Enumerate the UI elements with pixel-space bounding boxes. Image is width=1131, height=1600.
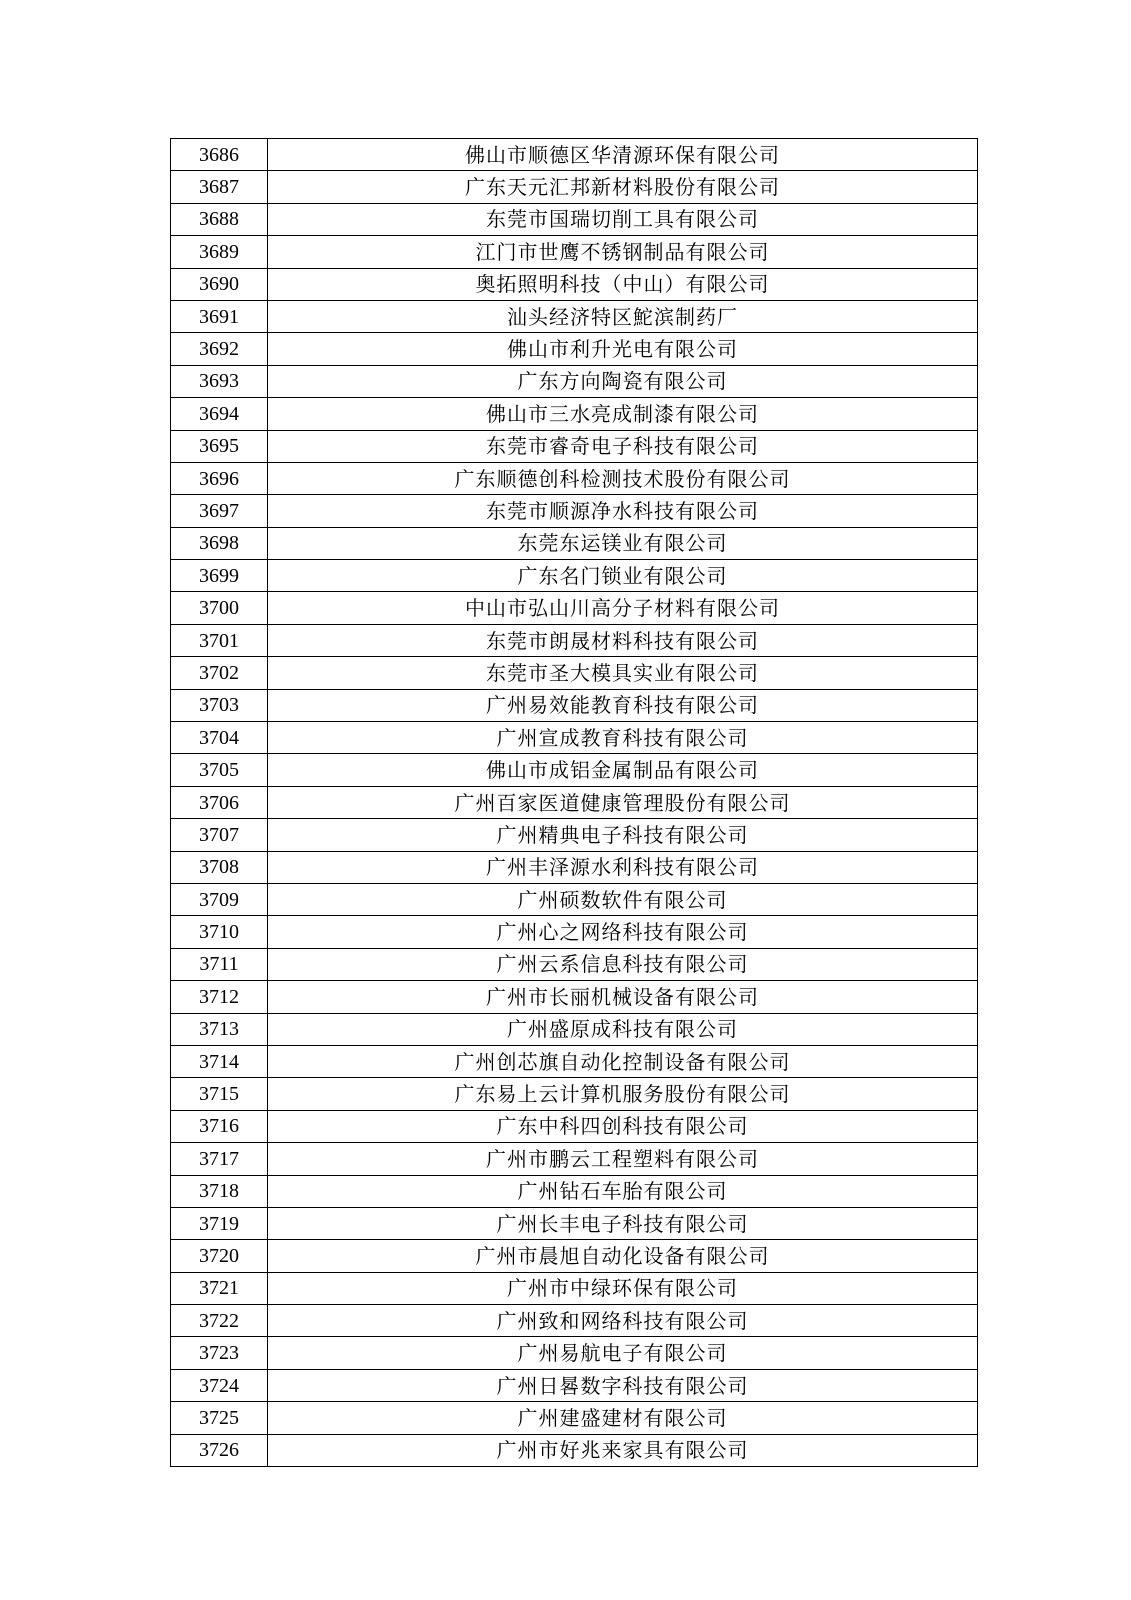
- table-row: [171, 1110, 978, 1142]
- company-name-cell: 广州丰泽源水利科技有限公司: [268, 851, 978, 883]
- company-name-cell: 广东名门锁业有限公司: [268, 560, 978, 592]
- table-row: [171, 624, 978, 656]
- row-number-cell: 3695: [171, 430, 268, 462]
- table-row: [171, 527, 978, 559]
- table-row: [171, 1078, 978, 1110]
- table-row: [171, 657, 978, 689]
- company-name-cell: 广州精典电子科技有限公司: [268, 819, 978, 851]
- row-number-cell: 3702: [171, 657, 268, 689]
- table-row: [171, 268, 978, 300]
- row-number-cell: 3693: [171, 365, 268, 397]
- row-number-cell: 3716: [171, 1110, 268, 1142]
- company-name-cell: 佛山市成铝金属制品有限公司: [268, 754, 978, 786]
- row-number-cell: 3698: [171, 527, 268, 559]
- company-name-cell: 佛山市顺德区华清源环保有限公司: [268, 139, 978, 171]
- table-row: [171, 171, 978, 203]
- table-row: [171, 1045, 978, 1077]
- row-number-cell: 3704: [171, 722, 268, 754]
- row-number-cell: 3699: [171, 560, 268, 592]
- company-name-cell: 佛山市三水亮成制漆有限公司: [268, 398, 978, 430]
- company-name-cell: 东莞市睿奇电子科技有限公司: [268, 430, 978, 462]
- row-number-cell: 3689: [171, 236, 268, 268]
- row-number-cell: 3711: [171, 948, 268, 980]
- row-number-cell: 3706: [171, 786, 268, 818]
- table-row: [171, 236, 978, 268]
- row-number-cell: 3724: [171, 1369, 268, 1401]
- company-name-cell: 东莞市朗晟材料科技有限公司: [268, 624, 978, 656]
- company-name-cell: 广州市长丽机械设备有限公司: [268, 981, 978, 1013]
- company-name-cell: 佛山市利升光电有限公司: [268, 333, 978, 365]
- company-name-cell: 广东顺德创科检测技术股份有限公司: [268, 462, 978, 494]
- company-name-cell: 广州百家医道健康管理股份有限公司: [268, 786, 978, 818]
- row-number-cell: 3688: [171, 203, 268, 235]
- company-name-cell: 广州盛原成科技有限公司: [268, 1013, 978, 1045]
- company-name-cell: 中山市弘山川高分子材料有限公司: [268, 592, 978, 624]
- company-name-cell: 广东方向陶瓷有限公司: [268, 365, 978, 397]
- table-row: [171, 916, 978, 948]
- row-number-cell: 3712: [171, 981, 268, 1013]
- table-row: [171, 1402, 978, 1434]
- company-name-cell: 广州市好兆来家具有限公司: [268, 1434, 978, 1466]
- row-number-cell: 3720: [171, 1240, 268, 1272]
- row-number-cell: 3721: [171, 1272, 268, 1304]
- table-row: [171, 1013, 978, 1045]
- company-name-cell: 广东中科四创科技有限公司: [268, 1110, 978, 1142]
- table-row: [171, 592, 978, 624]
- company-name-cell: 广州钻石车胎有限公司: [268, 1175, 978, 1207]
- table-row: [171, 1305, 978, 1337]
- company-name-cell: 广州易航电子有限公司: [268, 1337, 978, 1369]
- company-name-cell: 广东易上云计算机服务股份有限公司: [268, 1078, 978, 1110]
- row-number-cell: 3719: [171, 1207, 268, 1239]
- row-number-cell: 3714: [171, 1045, 268, 1077]
- company-name-cell: 广州市中绿环保有限公司: [268, 1272, 978, 1304]
- table-row: [171, 1175, 978, 1207]
- table-row: [171, 430, 978, 462]
- row-number-cell: 3690: [171, 268, 268, 300]
- row-number-cell: 3694: [171, 398, 268, 430]
- table-row: [171, 948, 978, 980]
- table-row: [171, 462, 978, 494]
- company-list-body: [171, 139, 978, 1467]
- row-number-cell: 3723: [171, 1337, 268, 1369]
- company-name-cell: 广州创芯旗自动化控制设备有限公司: [268, 1045, 978, 1077]
- row-number-cell: 3726: [171, 1434, 268, 1466]
- row-number-cell: 3697: [171, 495, 268, 527]
- row-number-cell: 3708: [171, 851, 268, 883]
- table-row: [171, 203, 978, 235]
- table-row: [171, 398, 978, 430]
- company-name-cell: 广东天元汇邦新材料股份有限公司: [268, 171, 978, 203]
- table-row: [171, 560, 978, 592]
- row-number-cell: 3687: [171, 171, 268, 203]
- table-row: [171, 883, 978, 915]
- company-name-cell: 广州长丰电子科技有限公司: [268, 1207, 978, 1239]
- company-name-cell: 广州宣成教育科技有限公司: [268, 722, 978, 754]
- company-name-cell: 广州硕数软件有限公司: [268, 883, 978, 915]
- company-name-cell: 汕头经济特区鮀滨制药厂: [268, 300, 978, 332]
- company-list-table: [170, 138, 978, 1467]
- table-row: [171, 495, 978, 527]
- table-row: [171, 819, 978, 851]
- table-row: [171, 1207, 978, 1239]
- row-number-cell: 3700: [171, 592, 268, 624]
- row-number-cell: 3705: [171, 754, 268, 786]
- company-name-cell: 广州心之网络科技有限公司: [268, 916, 978, 948]
- company-name-cell: 东莞市国瑞切削工具有限公司: [268, 203, 978, 235]
- table-row: [171, 981, 978, 1013]
- company-name-cell: 广州市晨旭自动化设备有限公司: [268, 1240, 978, 1272]
- row-number-cell: 3686: [171, 139, 268, 171]
- table-row: [171, 689, 978, 721]
- company-name-cell: 广州市鹏云工程塑料有限公司: [268, 1143, 978, 1175]
- table-row: [171, 851, 978, 883]
- table-row: [171, 754, 978, 786]
- table-row: [171, 722, 978, 754]
- company-name-cell: 广州云系信息科技有限公司: [268, 948, 978, 980]
- company-name-cell: 广州建盛建材有限公司: [268, 1402, 978, 1434]
- company-name-cell: 江门市世鹰不锈钢制品有限公司: [268, 236, 978, 268]
- company-name-cell: 奥拓照明科技（中山）有限公司: [268, 268, 978, 300]
- row-number-cell: 3717: [171, 1143, 268, 1175]
- row-number-cell: 3692: [171, 333, 268, 365]
- table-row: [171, 300, 978, 332]
- row-number-cell: 3701: [171, 624, 268, 656]
- table-row: [171, 1337, 978, 1369]
- table-row: [171, 333, 978, 365]
- row-number-cell: 3710: [171, 916, 268, 948]
- table-row: [171, 1434, 978, 1466]
- company-name-cell: 东莞市顺源净水科技有限公司: [268, 495, 978, 527]
- table-row: [171, 1143, 978, 1175]
- row-number-cell: 3696: [171, 462, 268, 494]
- table-row: [171, 139, 978, 171]
- table-row: [171, 365, 978, 397]
- row-number-cell: 3715: [171, 1078, 268, 1110]
- row-number-cell: 3707: [171, 819, 268, 851]
- table-row: [171, 1369, 978, 1401]
- row-number-cell: 3703: [171, 689, 268, 721]
- table-row: [171, 786, 978, 818]
- row-number-cell: 3709: [171, 883, 268, 915]
- company-name-cell: 广州易效能教育科技有限公司: [268, 689, 978, 721]
- table-row: [171, 1272, 978, 1304]
- row-number-cell: 3713: [171, 1013, 268, 1045]
- company-name-cell: 东莞市圣大模具实业有限公司: [268, 657, 978, 689]
- row-number-cell: 3691: [171, 300, 268, 332]
- row-number-cell: 3722: [171, 1305, 268, 1337]
- company-name-cell: 东莞东运镁业有限公司: [268, 527, 978, 559]
- company-name-cell: 广州日晷数字科技有限公司: [268, 1369, 978, 1401]
- row-number-cell: 3718: [171, 1175, 268, 1207]
- row-number-cell: 3725: [171, 1402, 268, 1434]
- company-name-cell: 广州致和网络科技有限公司: [268, 1305, 978, 1337]
- table-row: [171, 1240, 978, 1272]
